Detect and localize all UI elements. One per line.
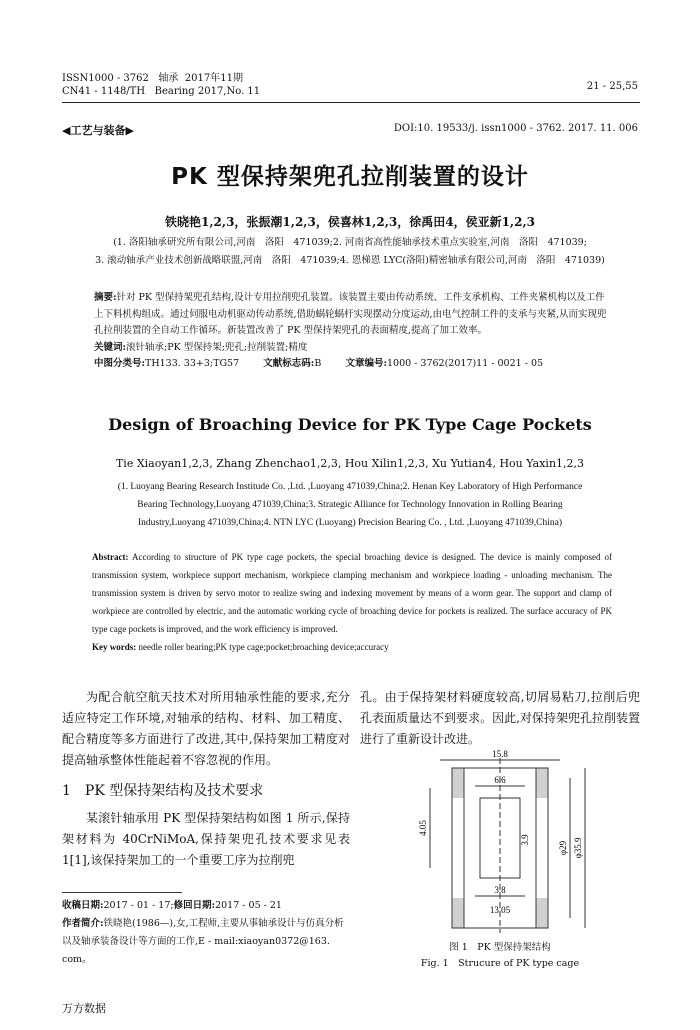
affiliation-en-line: Industry,Luoyang 471039,China;4. NTN LYC (Luoyang) Precision Bearing Co. , Ltd. ,Luoyang 471039,China): [137, 518, 563, 528]
keywords-en: needle roller bearing;PK type cage;pocket;broaching device;accuracy: [138, 642, 389, 652]
cage-structure-figure: [400, 748, 600, 938]
doc-label: 文献标志码:: [263, 358, 315, 369]
figure-caption: [360, 940, 640, 972]
journal-cn: 轴承: [158, 73, 179, 84]
dim-label: 13.05: [489, 905, 511, 915]
doi: DOI:10. 19533/j. issn1000 - 3762. 2017. 11. 006: [393, 123, 638, 134]
right-paragraph: 孔。由于保持架材料硬度较高,切屑易粘刀,拉削后兜孔表面质量达不到要求。因此,对保持架兜孔拉削装置进行了重新设计改进。: [360, 690, 640, 746]
doc-code: B: [314, 358, 322, 369]
title-en: Design of Broaching Device for PK Type Cage Pockets: [108, 415, 592, 434]
received-date: 2017 - 01 - 17: [103, 900, 171, 911]
footnote-rule: [62, 892, 182, 893]
keywords-en-label: Key words:: [92, 642, 137, 652]
header-rule: [62, 102, 640, 103]
dim-label: 6.6: [494, 775, 506, 785]
dim-label: 3.9: [520, 834, 530, 846]
received-label: 收稿日期:: [62, 900, 104, 911]
journal-en: Bearing 2017,No. 11: [154, 86, 261, 97]
dim-label: 4.05: [418, 820, 428, 836]
date-cn: 2017年11期: [184, 73, 243, 84]
cn-number: CN41 - 1148/TH: [62, 86, 146, 97]
bio-text: 铁晓艳(1986—),女,工程师,主要从事轴承设计与仿真分析以及轴承装备设计等方面的工作,E - mail:xiaoyan0372@163. com。: [62, 918, 344, 965]
journal-header: [62, 72, 260, 98]
page-range: 21 - 25,55: [586, 81, 638, 92]
affiliations-en: [60, 478, 640, 532]
abstract-cn: [94, 290, 614, 373]
affiliation-line: 3. 滚动轴承产业技术创新战略联盟,河南 洛阳 471039;4. 恩梯恩 LYC(洛阳)精密轴承有限公司,河南 洛阳 471039): [95, 255, 605, 266]
keywords-cn: 滚针轴承;PK 型保持架;兜孔;拉削装置;精度: [126, 341, 308, 353]
abstract-en-text: According to structure of PK type cage pockets, the special broaching device is designed. The device is mainly composed of transmission system, workpiece support mechanism, workpiece clamping mechanism and workpiece loading - unloading mechanism. The transmission system is driven by servo motor to realize swing and indexing movement by means of a worm gear. The support and clamp of workpiece are controlled by electric, and the automatic working cycle of broaching device for pockets is realized. The surface accuracy of PK type cage pockets is improved, and the work efficiency is improved.: [92, 552, 612, 634]
dim-label: φ35.9: [573, 837, 583, 859]
abstract-label: 摘要:: [94, 292, 117, 303]
affiliation-line: (1. 洛阳轴承研究所有限公司,河南 洛阳 471039;2. 河南省高性能轴承技术重点实验室,河南 洛阳 471039;: [113, 237, 587, 248]
intro-paragraph: 为配合航空航天技术对所用轴承性能的要求,充分适应特定工作环境,对轴承的结构、材料、加工精度、配合精度等多方面进行了改进,其中,保持架加工精度对提高轴承整体性能起着不容忽视的作用。: [62, 690, 350, 767]
issn: ISSN1000 - 3762: [62, 73, 149, 84]
abstract-en: [92, 548, 612, 656]
footnote: 收稿日期:2017 - 01 - 17;修回日期:2017 - 05 - 21 作者简介:铁晓艳(1986—),女,工程师,主要从事轴承设计与仿真分析以及轴承装备设计等方面的工作,E - mail:xiaoyan0372@163. com。: [62, 900, 344, 965]
authors-en: Tie Xiaoyan1,2,3, Zhang Zhenchao1,2,3, Hou Xilin1,2,3, Xu Yutian4, Hou Yaxin1,2,3: [115, 457, 585, 470]
affiliation-en-line: (1. Luoyang Bearing Research Institude Co. ,Ltd. ,Luoyang 471039,China;2. Henan Key Laboratory of High Performance: [117, 482, 583, 492]
revised-label: 修回日期:: [173, 900, 216, 911]
dim-label: φ29: [558, 840, 568, 856]
section-1-heading: 1 PK 型保持架结构及技术要求: [62, 783, 264, 799]
article-number: 1000 - 3762(2017)11 - 0021 - 05: [386, 358, 544, 369]
revised-date: 2017 - 05 - 21: [215, 900, 282, 911]
abstract-text: 针对 PK 型保持架兜孔结构,设计专用拉削兜孔装置。该装置主要由传动系统、工件支承机构、工件夹紧机构以及工件上下料机构组成。通过伺服电动机驱动传动系统,借助蜗轮蜗杆实现摆动分度运动,由电气控制工件的支承与夹紧,从而实现兜孔拉削装置的全自动工作循环。新装置改善了 PK 型保持架兜孔的表面精度,提高了加工效率。: [94, 292, 607, 336]
caption-cn: 图 1 PK 型保持架结构: [449, 942, 551, 953]
dim-label: 15.8: [492, 749, 508, 759]
section-tag: ◀工艺与装备▶: [62, 124, 134, 137]
left-column: [62, 687, 350, 871]
page-title: PK 型保持架兜孔拉削装置的设计: [171, 164, 529, 190]
bio-label: 作者简介:: [62, 918, 104, 929]
class-label: 中图分类号:: [94, 358, 146, 369]
affiliation-en-line: Bearing Technology,Luoyang 471039,China;3. Strategic Alliance for Technology Innovation in Rolling Bearing: [137, 500, 563, 510]
caption-en: Fig. 1 Strucure of PK type cage: [420, 958, 580, 969]
keywords-label: 关键词:: [94, 341, 127, 353]
watermark: 万方数据: [62, 1002, 106, 1015]
class-number: TH133. 33+3;TG57: [145, 358, 240, 369]
abstract-en-label: Abstract:: [92, 552, 129, 562]
article-label: 文章编号:: [345, 358, 387, 369]
dim-label: 3.8: [494, 885, 506, 895]
authors-cn: 铁晓艳1,2,3，张振潮1,2,3，侯喜林1,2,3，徐禹田4，侯亚新1,2,3: [165, 215, 535, 229]
paragraph-1: 某滚针轴承用 PK 型保持架结构如图 1 所示,保持架材料为 40CrNiMoA,保持架兜孔技术要求见表 1[1],该保持架加工的一个重要工序为拉削兜: [62, 811, 350, 867]
affiliations-cn: [40, 234, 660, 270]
